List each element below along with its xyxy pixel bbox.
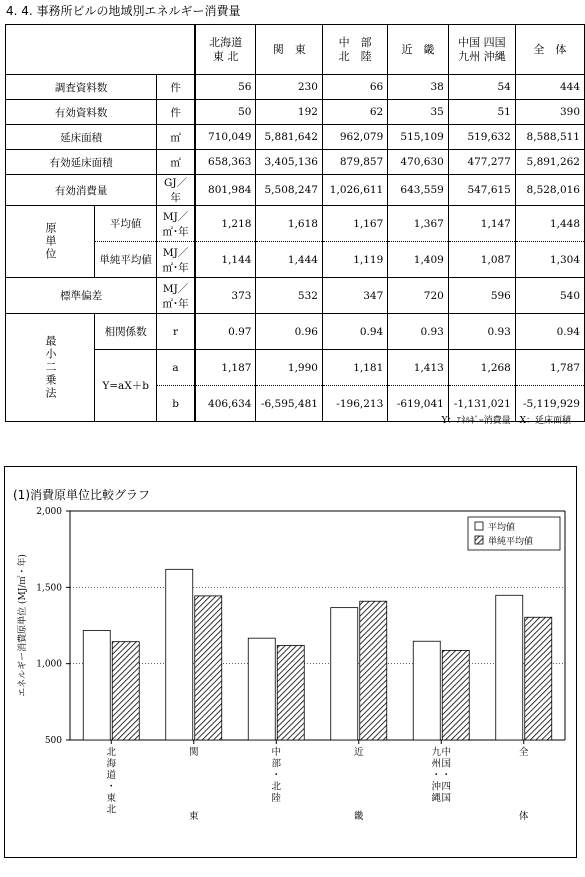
table-row	[6, 175, 585, 206]
x-tick-label: 東	[106, 793, 117, 804]
x-tick-label: 部	[271, 758, 282, 770]
x-tick-label: 関	[188, 747, 199, 758]
group-label-text: 最小二乗法	[44, 335, 57, 400]
y-tick-label: 500	[44, 736, 62, 746]
table-cell: 658,363	[195, 150, 256, 175]
row-label: 平均値	[95, 206, 157, 242]
table-note: Y：ｴﾈﾙｷﾞｰ消費量 X：延床面積	[441, 416, 571, 426]
x-tick-label: 国	[441, 758, 452, 770]
row-label: Y=aX＋b	[95, 350, 157, 422]
x-tick-label: 縄	[431, 793, 442, 804]
table-row	[6, 100, 585, 125]
bar-simple-avg	[112, 642, 139, 740]
row-unit: 件	[157, 75, 195, 100]
x-tick-label: 中	[441, 747, 452, 758]
table-cell: 1,187	[195, 350, 256, 386]
x-tick-label: 陸	[271, 793, 282, 804]
legend-swatch	[475, 522, 483, 530]
table-cell: 35	[388, 100, 449, 125]
bar-simple-avg	[277, 645, 304, 740]
bar-simple-avg	[195, 596, 222, 740]
group-label-text: 原単位	[44, 222, 57, 261]
y-tick-label: 2,000	[36, 507, 62, 517]
table-cell: 547,615	[448, 175, 515, 206]
table-cell: 1,618	[256, 206, 323, 242]
table-cell: 38	[388, 75, 449, 100]
table-cell: 0.93	[448, 314, 515, 350]
x-tick-label: 道	[106, 770, 117, 781]
table-cell: 51	[448, 100, 515, 125]
group-label-unit	[6, 206, 95, 278]
table-cell: 879,857	[322, 150, 387, 175]
table-cell: 515,109	[388, 125, 449, 150]
table-cell: 5,508,247	[256, 175, 323, 206]
y-tick-label: 1,500	[36, 583, 62, 594]
table-row	[6, 278, 585, 314]
row-unit: b	[157, 386, 195, 422]
row-unit: r	[157, 314, 195, 350]
bar-avg	[331, 608, 358, 740]
row-label: 調査資料数	[6, 75, 157, 100]
table-cell: 406,634	[195, 386, 256, 422]
row-label: 単純平均値	[95, 242, 157, 278]
table-cell: 0.94	[322, 314, 387, 350]
y-tick-label: 1,000	[36, 659, 62, 670]
row-label: 相関係数	[95, 314, 157, 350]
group-label-lsq	[6, 314, 95, 422]
table-cell: -6,595,481	[256, 386, 323, 422]
bar-avg	[248, 638, 275, 740]
x-tick-label: 国	[441, 793, 452, 804]
table-cell: 962,079	[322, 125, 387, 150]
row-label: 有効資料数	[6, 100, 157, 125]
x-tick-label: 北	[106, 747, 117, 758]
x-tick-label: ・	[441, 770, 452, 781]
column-header: 北海道 東 北	[195, 25, 256, 75]
table-cell: -196,213	[322, 386, 387, 422]
page-title: 4. 4. 事務所ビルの地域別エネルギー消費量	[6, 4, 241, 18]
table-row	[6, 206, 585, 242]
column-header: 中国 四国 九州 沖縄	[448, 25, 515, 75]
column-header: 関 東	[256, 25, 323, 75]
table-cell: 1,119	[322, 242, 387, 278]
table-cell: 1,026,611	[322, 175, 387, 206]
bar-avg	[83, 630, 110, 740]
table-cell: 470,630	[388, 150, 449, 175]
x-tick-label: ・	[431, 770, 442, 781]
table-cell: 373	[195, 278, 256, 314]
x-tick-label: 全	[518, 747, 529, 758]
table-cell: 1,787	[515, 350, 584, 386]
table-cell: 1,304	[515, 242, 584, 278]
row-unit: MJ／㎡･年	[157, 242, 195, 278]
table-row	[6, 314, 585, 350]
table-cell: 1,409	[388, 242, 449, 278]
table-cell: 596	[448, 278, 515, 314]
table-cell: 230	[256, 75, 323, 100]
table-cell: 720	[388, 278, 449, 314]
row-unit: MJ／㎡･年	[157, 278, 195, 314]
bar-simple-avg	[442, 650, 469, 740]
x-tick-label: 沖	[431, 781, 442, 793]
x-tick-label: 州	[431, 758, 442, 770]
x-tick-label: 九	[431, 747, 442, 758]
table-cell: 66	[322, 75, 387, 100]
bar-avg	[413, 641, 440, 740]
table-cell: 1,181	[322, 350, 387, 386]
table-cell: 0.97	[195, 314, 256, 350]
table-cell: 347	[322, 278, 387, 314]
x-tick-label: 体	[518, 811, 529, 822]
legend-label: 単純平均値	[488, 537, 534, 547]
x-tick-label: 近	[353, 747, 364, 758]
table-cell: 477,277	[448, 150, 515, 175]
bar-simple-avg	[360, 601, 387, 740]
chart-title: (1)消費原単位比較グラフ	[13, 488, 150, 502]
table-cell: 1,087	[448, 242, 515, 278]
bar-avg	[496, 595, 523, 740]
table-cell: -5,119,929	[515, 386, 584, 422]
table-cell: 56	[195, 75, 256, 100]
x-tick-label: 畿	[353, 811, 364, 822]
legend-swatch	[475, 536, 483, 544]
header-row	[6, 25, 585, 75]
x-tick-label: 東	[188, 811, 199, 822]
table-cell: 1,444	[256, 242, 323, 278]
row-unit: GJ／年	[157, 175, 195, 206]
chart-frame	[4, 466, 577, 858]
x-tick-label: ・	[271, 770, 282, 781]
column-header: 全 体	[515, 25, 584, 75]
table-cell: 1,144	[195, 242, 256, 278]
y-axis-label: エネルギー消費原単位 (MJ/㎡・年)	[18, 554, 28, 697]
table-cell: 444	[515, 75, 584, 100]
table-cell: -1,131,021	[448, 386, 515, 422]
row-label: 延床面積	[6, 125, 157, 150]
column-header: 近 畿	[388, 25, 449, 75]
row-label: 有効延床面積	[6, 150, 157, 175]
row-label: 標準偏差	[6, 278, 157, 314]
table-cell: 540	[515, 278, 584, 314]
table-cell: 3,405,136	[256, 150, 323, 175]
legend-label: 平均値	[488, 523, 516, 533]
row-unit: MJ／㎡･年	[157, 206, 195, 242]
x-tick-label: 北	[106, 804, 117, 816]
table-cell: 1,218	[195, 206, 256, 242]
table-cell: 801,984	[195, 175, 256, 206]
table-cell: 8,528,016	[515, 175, 584, 206]
bar-simple-avg	[525, 617, 552, 740]
table-cell: 0.96	[256, 314, 323, 350]
table-cell: 1,167	[322, 206, 387, 242]
energy-table	[5, 24, 585, 422]
table-cell: 1,268	[448, 350, 515, 386]
table-cell: 5,891,262	[515, 150, 584, 175]
x-tick-label: 中	[271, 747, 282, 758]
x-tick-label: 海	[106, 758, 117, 770]
x-tick-label: 四	[441, 781, 452, 793]
bar-chart	[5, 467, 576, 857]
table-row	[6, 150, 585, 175]
row-unit: a	[157, 350, 195, 386]
table-cell: 5,881,642	[256, 125, 323, 150]
table-row	[6, 125, 585, 150]
table-cell: 1,448	[515, 206, 584, 242]
x-tick-label: 北	[271, 781, 282, 793]
row-unit: ㎡	[157, 125, 195, 150]
table-cell: 1,990	[256, 350, 323, 386]
table-cell: 0.93	[388, 314, 449, 350]
table-cell: 54	[448, 75, 515, 100]
table-row	[6, 75, 585, 100]
table-cell: 519,632	[448, 125, 515, 150]
header-blank	[6, 25, 195, 75]
row-unit: ㎡	[157, 150, 195, 175]
table-cell: 1,367	[388, 206, 449, 242]
table-cell: 62	[322, 100, 387, 125]
x-tick-label: ・	[106, 781, 117, 793]
table-cell: 0.94	[515, 314, 584, 350]
table-cell: 390	[515, 100, 584, 125]
column-header: 中 部 北 陸	[322, 25, 387, 75]
table-cell: 192	[256, 100, 323, 125]
bar-avg	[166, 569, 193, 740]
row-unit: 件	[157, 100, 195, 125]
row-label: 有効消費量	[6, 175, 157, 206]
table-cell: 532	[256, 278, 323, 314]
table-cell: -619,041	[388, 386, 449, 422]
table-cell: 1,147	[448, 206, 515, 242]
table-cell: 710,049	[195, 125, 256, 150]
table-cell: 50	[195, 100, 256, 125]
table-cell: 8,588,511	[515, 125, 584, 150]
table-cell: 643,559	[388, 175, 449, 206]
table-cell: 1,413	[388, 350, 449, 386]
